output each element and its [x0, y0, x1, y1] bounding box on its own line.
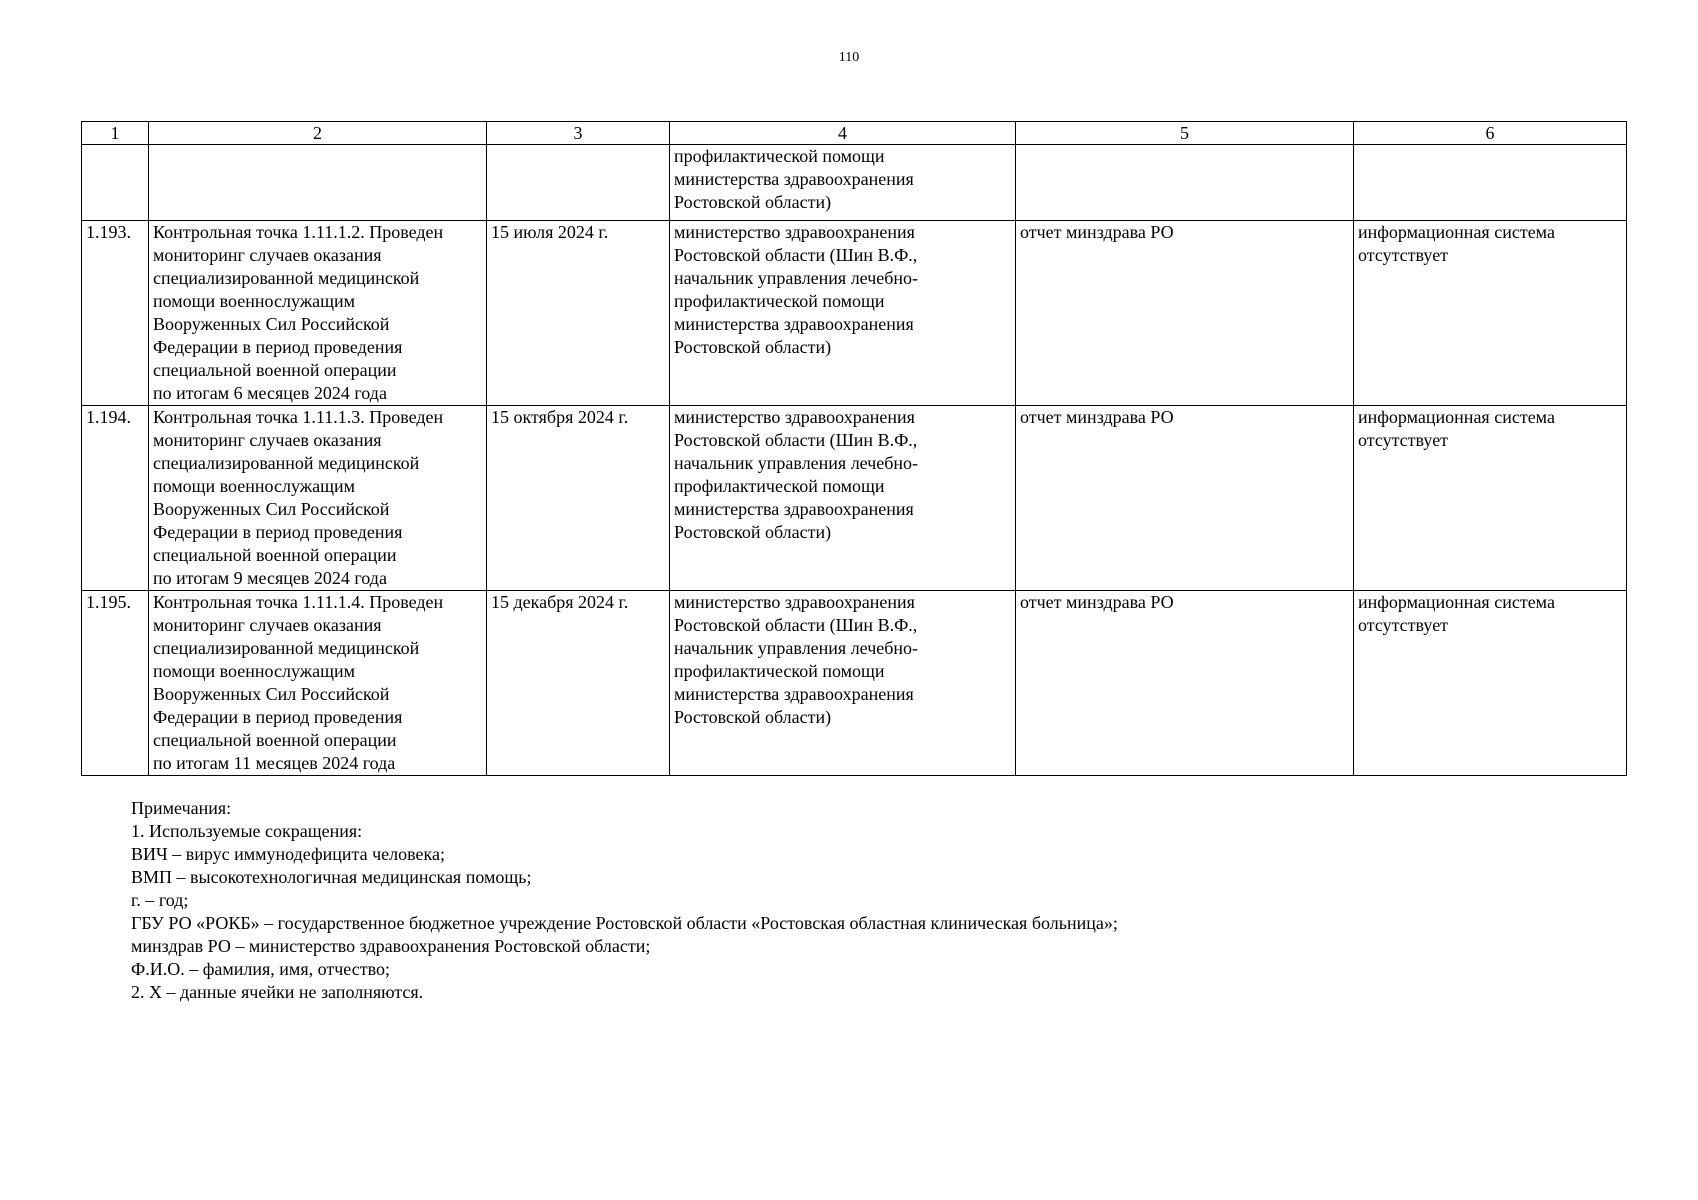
date-cell: 15 июля 2024 г.	[487, 221, 670, 406]
note-line: 1. Используемые сокращения:	[131, 821, 363, 841]
result-cell: отчет минздрава РО	[1016, 221, 1354, 406]
event-cell: Контрольная точка 1.11.1.2. Проведен мониторинг случаев оказания специализированной медицинской помощи военнослужащим Вооруженных Сил Российской Федерации в период проведения специальной военной операции по итогам 6 месяцев 2024 года	[149, 221, 487, 406]
table-row	[82, 406, 1627, 591]
info-system-cell: информационная система отсутствует	[1354, 406, 1627, 591]
info-system-cell: информационная система отсутствует	[1354, 221, 1627, 406]
row-number-cell: 1.195.	[82, 591, 149, 776]
column-header: 1	[82, 122, 149, 145]
date-cell: 15 декабря 2024 г.	[487, 591, 670, 776]
note-line: г. – год;	[131, 890, 189, 910]
note-line: ВИЧ – вирус иммунодефицита человека;	[131, 844, 445, 864]
column-header: 3	[487, 122, 670, 145]
column-header: 5	[1016, 122, 1354, 145]
page-number: 110	[838, 50, 860, 65]
info-system-cell	[1354, 145, 1627, 221]
responsible-cell: министерство здравоохранения Ростовской области (Шин В.Ф., начальник управления лечебно- профилактической помощи министерства здравоохранения Ростовской области)	[670, 221, 1016, 406]
date-cell	[487, 145, 670, 221]
event-cell: Контрольная точка 1.11.1.4. Проведен мониторинг случаев оказания специализированной медицинской помощи военнослужащим Вооруженных Сил Российской Федерации в период проведения специальной военной операции по итогам 11 месяцев 2024 года	[149, 591, 487, 776]
row-number-cell: 1.194.	[82, 406, 149, 591]
result-cell	[1016, 145, 1354, 221]
column-header: 4	[670, 122, 1016, 145]
row-number-cell: 1.193.	[82, 221, 149, 406]
note-line: минздрав РО – министерство здравоохранения Ростовской области;	[131, 936, 651, 956]
row-number-cell	[82, 145, 149, 221]
table-row	[82, 591, 1627, 776]
result-cell: отчет минздрава РО	[1016, 591, 1354, 776]
responsible-cell: министерство здравоохранения Ростовской области (Шин В.Ф., начальник управления лечебно- профилактической помощи министерства здравоохранения Ростовской области)	[670, 406, 1016, 591]
info-system-cell: информационная система отсутствует	[1354, 591, 1627, 776]
responsible-cell: министерство здравоохранения Ростовской области (Шин В.Ф., начальник управления лечебно- профилактической помощи министерства здравоохранения Ростовской области)	[670, 591, 1016, 776]
notes-heading: Примечания:	[131, 798, 232, 818]
document-table	[81, 121, 1627, 776]
table-row	[82, 221, 1627, 406]
event-cell	[149, 145, 487, 221]
note-line: 2. Х – данные ячейки не заполняются.	[131, 982, 424, 1002]
column-header: 6	[1354, 122, 1627, 145]
column-header: 2	[149, 122, 487, 145]
result-cell: отчет минздрава РО	[1016, 406, 1354, 591]
note-line: ВМП – высокотехнологичная медицинская помощь;	[131, 867, 532, 887]
date-cell: 15 октября 2024 г.	[487, 406, 670, 591]
note-line: Ф.И.О. – фамилия, имя, отчество;	[131, 959, 390, 979]
table-header-row	[82, 122, 1627, 145]
notes-section	[131, 797, 1581, 1004]
table-row	[82, 145, 1627, 221]
event-cell: Контрольная точка 1.11.1.3. Проведен мониторинг случаев оказания специализированной медицинской помощи военнослужащим Вооруженных Сил Российской Федерации в период проведения специальной военной операции по итогам 9 месяцев 2024 года	[149, 406, 487, 591]
note-line: ГБУ РО «РОКБ» – государственное бюджетное учреждение Ростовской области «Ростовская областная клиническая больница»;	[131, 913, 1118, 933]
responsible-cell: профилактической помощи министерства здравоохранения Ростовской области)	[670, 145, 1016, 221]
